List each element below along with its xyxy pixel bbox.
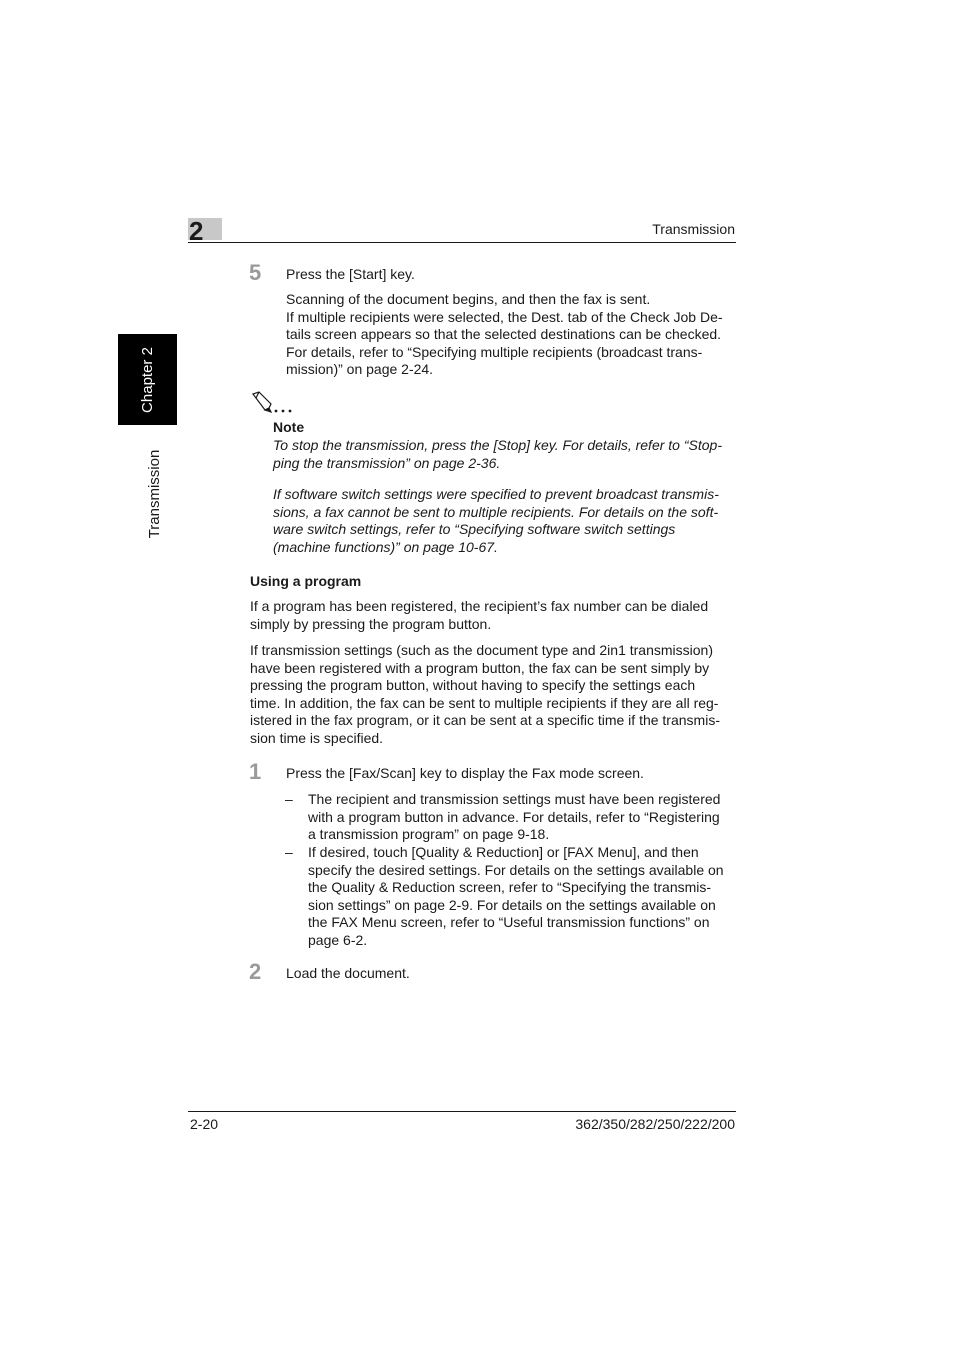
step-5-text: Press the [Start] key.	[286, 266, 415, 282]
header-rule	[188, 242, 736, 243]
section-side-label: Transmission	[146, 449, 163, 539]
step-1-bullet-1: The recipient and transmission settings must have been registered with a program button in advance. For details, refer to “Registering a transmission program” on page 9-18.	[308, 791, 721, 843]
note-paragraph-1: To stop the transmission, press the [Stop] key. For details, refer to “Stop- ping the transmission” on page 2-36.	[273, 437, 722, 471]
step-number-2: 2	[249, 959, 262, 984]
step-1-bullet-2: If desired, touch [Quality & Reduction] or [FAX Menu], and then specify the desired settings. For details on the settings available on the Quality & Reduction screen, refer to “Specifying the transmis- sion settings” on page 2-9. For details on the settings available on the FAX Menu screen, refer to “Useful transmission functions” on page 6-2.	[308, 844, 724, 948]
step-2-text: Load the document.	[286, 965, 410, 981]
chapter-number: 2	[189, 216, 204, 246]
footer-page-number: 2-20	[190, 1116, 219, 1132]
footer-model-numbers: 362/350/282/250/222/200	[575, 1116, 735, 1132]
step-1-text: Press the [Fax/Scan] key to display the Fax mode screen.	[286, 765, 644, 781]
section-heading: Using a program	[250, 573, 362, 589]
footer-rule	[188, 1111, 736, 1112]
note-label: Note	[273, 419, 305, 435]
section-paragraph-2: If transmission settings (such as the document type and 2in1 transmission) have been registered with a program button, the fax can be sent simply by pressing the program button, without having to specify the settings each time. In addition, the fax can be sent to multiple recipients if they are all reg- istered in the fax program, or it can be sent at a specific time if the transmis- sion time is specified.	[250, 642, 720, 746]
section-paragraph-1: If a program has been registered, the recipient’s fax number can be dialed simply by pressing the program button.	[250, 598, 709, 632]
chapter-side-label: Chapter 2	[138, 346, 156, 413]
step-number-5: 5	[249, 260, 262, 285]
header-title: Transmission	[652, 221, 735, 237]
step-5-body: Scanning of the document begins, and then the fax is sent. If multiple recipients were selected, the Dest. tab of the Check Job De- tails screen appears so that the selected destinations can be checked. For details, refer to “Specifying multiple recipients (broadcast trans- mission)” on page 2-24.	[286, 291, 723, 378]
bullet-dash-2: –	[285, 844, 293, 860]
chapter-side-tab	[118, 334, 177, 425]
pencil-note-icon	[250, 390, 300, 414]
bullet-dash-1: –	[285, 791, 293, 807]
step-number-1: 1	[249, 759, 262, 784]
note-paragraph-2: If software switch settings were specified to prevent broadcast transmis- sions, a fax cannot be sent to multiple recipients. For details on the soft- ware switch settings, refer to “Specifying software switch settings (machine functions)” on page 10-67.	[273, 486, 719, 555]
